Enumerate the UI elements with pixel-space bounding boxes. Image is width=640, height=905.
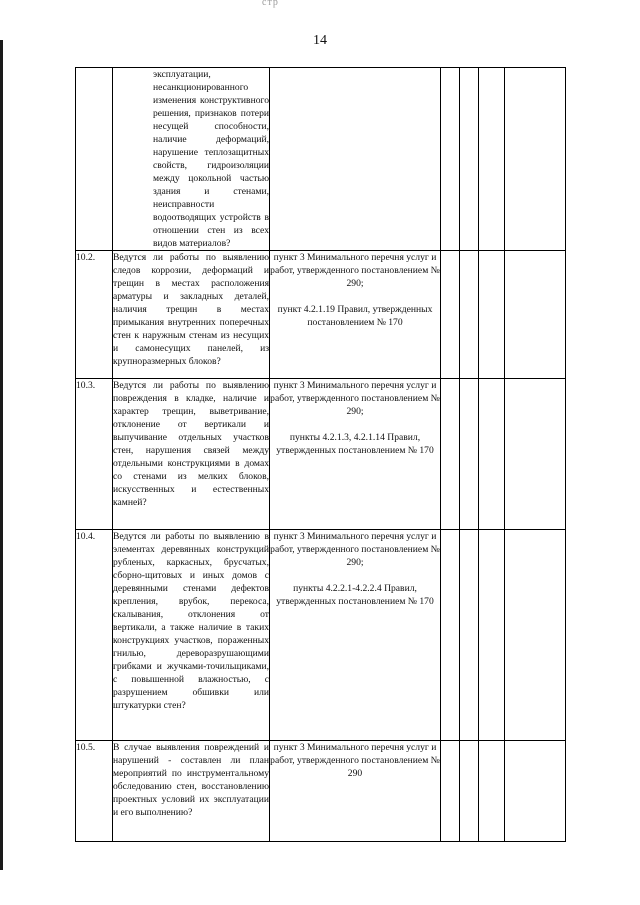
question-text: Ведутся ли работы по выявлению в элементах деревянных конструкций рубленых, каркасных, брусчатых, сборно-щитовых и иных домов с деревянными стенами дефектов крепления, врубок, перекоса, скалывания, отклонения от вертикали, а также наличие в таких конструкциях участков, пораженных гнилью, дереворазрушающими грибками и жучками-точильщиками, с повышенной влажностью, с разрушением обшивки или штукатурки стен? — [113, 530, 270, 741]
top-scan-mark: стр — [262, 0, 279, 8]
page-number: 14 — [313, 33, 327, 48]
legal-basis-text: пункт 3 Минимального перечня услуг и работ, утвержденного постановлением № 290; — [270, 531, 440, 568]
notes-cell — [505, 251, 566, 379]
answer-yes-cell — [441, 530, 460, 741]
table-row — [76, 251, 566, 379]
legal-basis-cell — [270, 379, 441, 530]
legal-basis-text: пункт 3 Минимального перечня услуг и работ, утвержденного постановлением № 290 — [270, 742, 440, 779]
answer-na-cell — [479, 251, 505, 379]
row-number: 10.5. — [76, 741, 113, 842]
row-number: 10.4. — [76, 530, 113, 741]
row-number — [76, 68, 113, 251]
row-number: 10.2. — [76, 251, 113, 379]
answer-na-cell — [479, 379, 505, 530]
question-text: В случае выявления повреждений и нарушений - составлен ли план мероприятий по инструментальному обследованию стен, восстановлению проектных условий их эксплуатации и его выполнению? — [113, 741, 270, 842]
answer-no-cell — [460, 68, 479, 251]
answer-yes-cell — [441, 251, 460, 379]
checklist-table — [75, 67, 566, 842]
legal-basis-cell — [270, 530, 441, 741]
answer-no-cell — [460, 251, 479, 379]
legal-basis-text: пункт 3 Минимального перечня услуг и работ, утвержденного постановлением № 290; — [270, 380, 440, 417]
answer-yes-cell — [441, 379, 460, 530]
answer-na-cell — [479, 68, 505, 251]
notes-cell — [505, 68, 566, 251]
answer-yes-cell — [441, 741, 460, 842]
notes-cell — [505, 379, 566, 530]
notes-cell — [505, 530, 566, 741]
table-row — [76, 530, 566, 741]
legal-basis-cell — [270, 68, 441, 251]
legal-basis-text: пункт 3 Минимального перечня услуг и работ, утвержденного постановлением № 290; — [270, 252, 440, 289]
answer-no-cell — [460, 741, 479, 842]
scan-left-edge — [0, 40, 3, 870]
legal-basis-text: пункт 4.2.1.19 Правил, утвержденных постановлением № 170 — [277, 304, 433, 328]
legal-basis-text: пункты 4.2.2.1-4.2.2.4 Правил, утвержденных постановлением № 170 — [276, 583, 434, 607]
notes-cell — [505, 741, 566, 842]
answer-na-cell — [479, 530, 505, 741]
answer-no-cell — [460, 530, 479, 741]
question-text: эксплуатации, несанкционированного изменения конструктивного решения, признаков потери несущей способности, наличие деформаций, нарушение теплозащитных свойств, гидроизоляции между цокольной частью здания и стенами, неисправности водоотводящих устройств в отношении стен из всех видов материалов? — [113, 68, 270, 251]
legal-basis-cell — [270, 251, 441, 379]
row-number: 10.3. — [76, 379, 113, 530]
question-text: Ведутся ли работы по выявлению следов коррозии, деформаций и трещин в местах расположения арматуры и закладных деталей, наличия трещин в местах примыкания внутренних поперечных стен к наружным стенам из несущих и самонесущих панелей, из крупноразмерных блоков? — [113, 251, 270, 379]
legal-basis-text: пункты 4.2.1.3, 4.2.1.14 Правил, утвержденных постановлением № 170 — [276, 432, 434, 456]
table-row — [76, 379, 566, 530]
table-row — [76, 741, 566, 842]
legal-basis-cell — [270, 741, 441, 842]
answer-yes-cell — [441, 68, 460, 251]
answer-no-cell — [460, 379, 479, 530]
question-text: Ведутся ли работы по выявлению повреждения в кладке, наличие и характер трещин, выветривание, отклонение от вертикали и выпучивание отдельных участков стен, нарушения связей между отдельными конструкциями в домах со стенами из мелких блоков, искусственных и естественных камней? — [113, 379, 270, 530]
answer-na-cell — [479, 741, 505, 842]
table-row — [76, 68, 566, 251]
